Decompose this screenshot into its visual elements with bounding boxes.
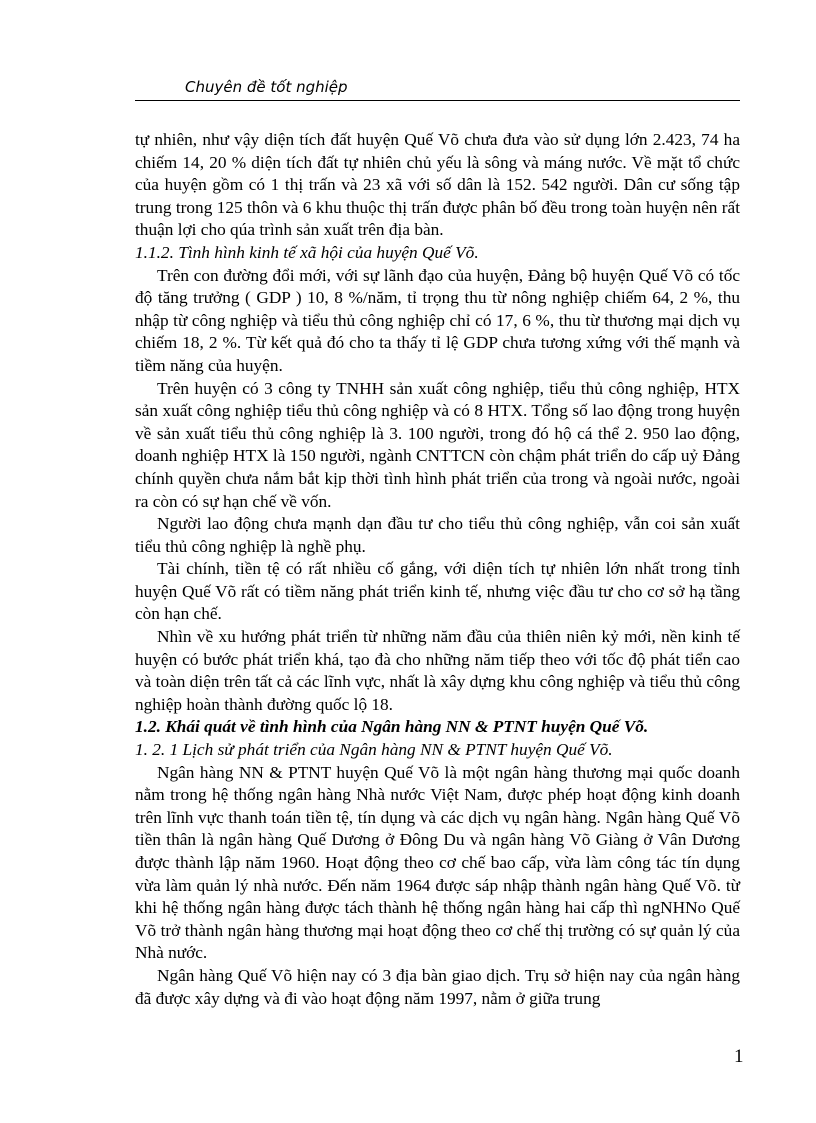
document-body: [135, 129, 740, 1010]
paragraph-land-population: tự nhiên, như vậy diện tích đất huyện Quế Võ chưa đưa vào sử dụng lớn 2.423, 74 ha chiếm 14, 20 % diện tích đất tự nhiên chủ yếu là sông và máng nước. Về mặt tổ chức của huyện gồm có 1 thị trấn và 23 xã với số dân là 152. 542 người. Dân cư sống tập trung trong 125 thôn và 6 khu thuộc thị trấn được phân bố đều trong toàn huyện nên rất thuận lợi cho qúa trình sản xuất trên địa bàn.: [135, 130, 740, 240]
paragraph-workers-investment: Người lao động chưa mạnh dạn đầu tư cho tiểu thủ công nghiệp, vẫn coi sản xuất tiểu thủ công nghiệp là nghề phụ.: [135, 514, 740, 556]
paragraph-economy-growth: Trên con đường đổi mới, với sự lãnh đạo của huyện, Đảng bộ huyện Quế Võ có tốc độ tăng trưởng ( GDP ) 10, 8 %/năm, tỉ trọng thu từ nông nghiệp chiếm 64, 2 %, thu nhập từ công nghiệp và tiểu thủ công nghiệp chỉ có 17, 6 %, thu từ thương mại dịch vụ chiếm 18, 2 %. Từ kết quả đó cho ta thấy tỉ lệ GDP chưa tương xứng với thế mạnh và tiềm năng của huyện.: [135, 265, 740, 375]
heading-1-1-2: 1.1.2. Tình hình kinh tế xã hội của huyện Quế Võ.: [135, 242, 479, 262]
paragraph-development-trend: Nhìn về xu hướng phát triển từ những năm đầu của thiên niên kỷ mới, nền kinh tế huyện có bước phát triển khá, tạo đà cho những năm tiếp theo với tốc độ phát tiển cao và toàn diện trên tất cả các lĩnh vực, nhất là xây dựng khu công nghiệp và tiểu thủ công nghiệp hoàn thành đường quốc lộ 18.: [135, 627, 740, 714]
page-number: 1: [734, 1046, 744, 1067]
paragraph-bank-locations: Ngân hàng Quế Võ hiện nay có 3 địa bàn giao dịch. Trụ sở hiện nay của ngân hàng đã được xây dựng và đi vào hoạt động năm 1997, nằm ở giữa trung: [135, 965, 740, 1008]
paragraph-bank-history: Ngân hàng NN & PTNT huyện Quế Võ là một ngân hàng thương mại quốc doanh nằm trong hệ thống ngân hàng Nhà nước Việt Nam, được phép hoạt động kinh doanh trên lĩnh vực thanh toán tiền tệ, tín dụng và các dịch vụ ngân hàng. Ngân hàng Quế Võ tiền thân là ngân hàng Quế Dương ở Đông Du và ngân hàng Võ Giàng ở Vân Dương được thành lập năm 1960. Hoạt động theo cơ chế bao cấp, vừa làm công tác tín dụng vừa làm quản lý nhà nước. Đến năm 1964 được sáp nhập thành ngân hàng Quế Võ. từ khi hệ thống ngân hàng được tách thành hệ thống ngân hàng hai cấp thì ngNHNo Quế Võ trở thành ngân hàng thương mại hoạt động theo cơ chế thị trường có sự quản lý của Nhà nước.: [135, 762, 740, 963]
paragraph-companies-labor: Trên huyện có 3 công ty TNHH sản xuất công nghiệp, tiểu thủ công nghiệp, HTX sản xuất công nghiệp tiểu thủ công nghiệp và có 8 HTX. Tổng số lao động trong huyện về sản xuất tiểu thủ công nghiệp là 3. 100 người, trong đó hộ cá thể 2. 950 lao động, doanh nghiệp HTX là 150 người, ngành CNTTCN còn chậm phát triển do cấp uỷ Đảng chính quyền chưa nắm bắt kịp thời tình hình phát triển của trong và ngoài nước, ngoài ra còn có sự hạn chế về vốn.: [135, 378, 740, 511]
heading-1-2: 1.2. Khái quát về tình hình của Ngân hàng NN & PTNT huyện Quế Võ.: [135, 717, 649, 737]
header-title: Chuyên đề tốt nghiệp: [185, 78, 348, 96]
page-header: [135, 76, 740, 101]
paragraph-finance: Tài chính, tiền tệ có rất nhiều cố gắng, với diện tích tự nhiên lớn nhất trong tỉnh huyện Quế Võ rất có tiềm năng phát triển kinh tế, nhưng việc đầu tư cho cơ sở hạ tầng còn hạn chế.: [135, 559, 740, 624]
heading-1-2-1: 1. 2. 1 Lịch sử phát triển của Ngân hàng NN & PTNT huyện Quế Võ.: [135, 740, 613, 760]
